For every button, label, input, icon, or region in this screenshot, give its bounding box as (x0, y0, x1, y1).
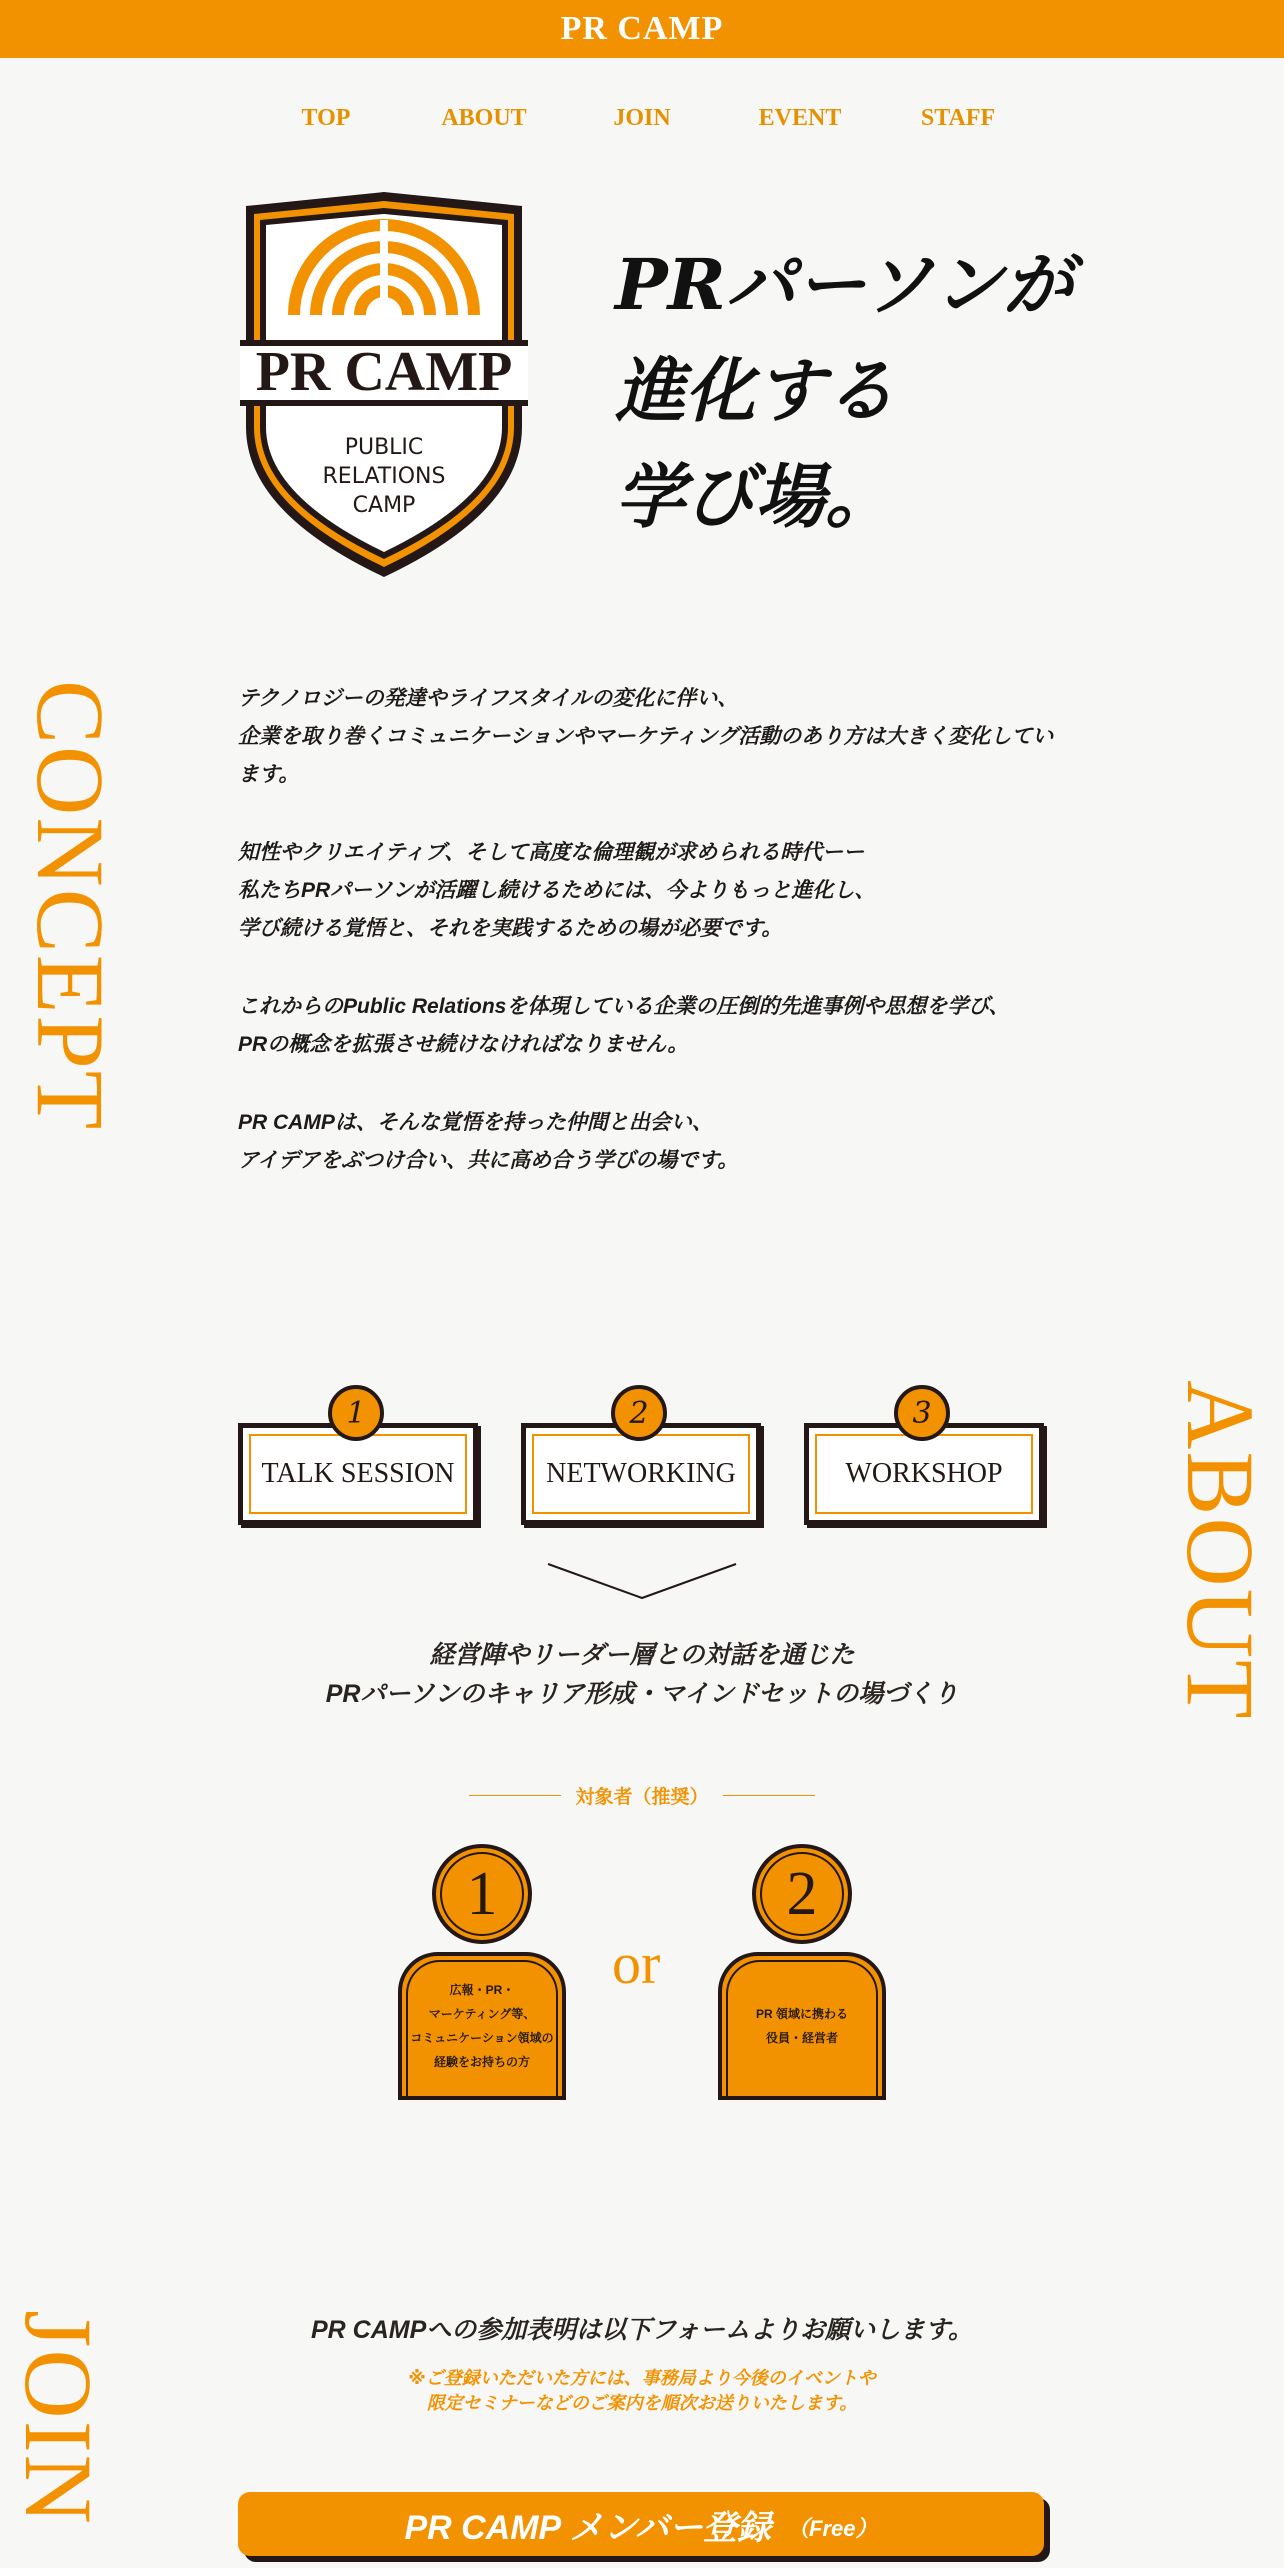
about-section-label: ABOUT (1167, 1380, 1274, 1721)
cta-sub-label: （Free） (787, 2515, 878, 2541)
hero-headline-line2: 進化する (615, 349, 895, 432)
join-section-label: JOIN (5, 2310, 112, 2526)
person-head-icon (432, 1844, 532, 1944)
concept-paragraph: テクノロジーの発達やライフスタイルの変化に伴い、 企業を取り巻くコミュニケーションやマーケティング活動のあり方は大きく変化しています。 (238, 687, 1054, 786)
target-audience-2 (718, 1844, 886, 2100)
header-bar (0, 0, 1284, 58)
nav-item-top[interactable]: TOP (301, 105, 351, 131)
nav-item-about[interactable]: ABOUT (441, 105, 527, 131)
join-note: ※ご登録いただいた方には、事務局より今後のイベントや 限定セミナーなどのご案内を順次お送りいたします。 (408, 2368, 876, 2413)
logo-subtitle-line1: PUBLIC (344, 435, 424, 460)
chevron-down-icon (546, 1562, 738, 1602)
nav-item-event[interactable]: EVENT (758, 105, 842, 131)
logo-subtitle-line2: RELATIONS (322, 464, 446, 489)
person-body-icon (718, 1952, 886, 2100)
pillar-workshop (804, 1385, 1046, 1525)
concept-paragraph: 知性やクリエイティブ、そして高度な倫理観が求められる時代ーー 私たちPRパーソンが活躍し続けるためには、今よりもっと進化し、 学び続ける覚悟と、それを実践するための場が必要です。 (238, 841, 876, 940)
pillar-talk-session (238, 1385, 480, 1525)
pillar-label: NETWORKING (532, 1434, 750, 1514)
target-description: 広報・PR・ マーケティング等、 コミュニケーション領域の 経験をお持ちの方 (410, 1983, 554, 2069)
nav-item-join[interactable]: JOIN (613, 105, 671, 131)
logo-subtitle-line3: CAMP (352, 493, 416, 518)
pillar-label: WORKSHOP (815, 1434, 1033, 1514)
about-lead-line1: 経営陣やリーダー層との対話を通じた (429, 1641, 855, 1669)
site-title[interactable]: PR CAMP (560, 10, 724, 47)
pr-camp-logo (236, 192, 532, 577)
nav-item-staff[interactable]: STAFF (920, 105, 996, 131)
concept-paragraph: これからのPublic Relationsを体現している企業の圧倒的先進事例や思想を学び、 PRの概念を拡張させ続けなければなりません。 (238, 995, 1010, 1056)
main-nav (0, 105, 1284, 132)
concept-paragraph: PR CAMPは、そんな覚悟を持った仲間と出会い、 アイデアをぶつけ合い、共に高め合う学びの場です。 (238, 1111, 739, 1172)
concept-section-label: CONCEPT (17, 680, 124, 1132)
target-description: PR 領域に携わる 役員・経営者 (755, 2007, 848, 2045)
divider (723, 1795, 815, 1796)
cta-label: PR CAMP メンバー登録 (404, 2508, 772, 2547)
hero-headline (615, 232, 1073, 550)
pillar-number: 1 (328, 1385, 384, 1441)
pillar-networking (521, 1385, 763, 1525)
concept-text (238, 680, 1058, 1220)
or-text: or (612, 1931, 661, 1996)
logo-name: PR CAMP (255, 341, 513, 403)
about-lead (0, 1636, 1284, 1714)
pillar-number: 3 (894, 1385, 950, 1441)
pillar-number: 2 (611, 1385, 667, 1441)
join-lead: PR CAMPへの参加表明は以下フォームよりお願いします。 (310, 2316, 974, 2344)
person-head-icon (752, 1844, 852, 1944)
hero-headline-line1: PRパーソンが (615, 243, 1074, 326)
about-lead-line2: PRパーソンのキャリア形成・マインドセットの場づくり (325, 1680, 959, 1708)
hero-headline-line3: 学び場。 (615, 455, 895, 538)
target-number: 1 (466, 1859, 498, 1928)
target-heading-text: 対象者（推奨） (575, 1787, 709, 1808)
target-heading (0, 1782, 1284, 1809)
target-audience-1 (398, 1844, 566, 2100)
divider (469, 1795, 561, 1796)
pillar-label: TALK SESSION (249, 1434, 467, 1514)
target-number: 2 (786, 1859, 818, 1928)
member-registration-button[interactable] (238, 2492, 1044, 2556)
person-body-icon (398, 1952, 566, 2100)
